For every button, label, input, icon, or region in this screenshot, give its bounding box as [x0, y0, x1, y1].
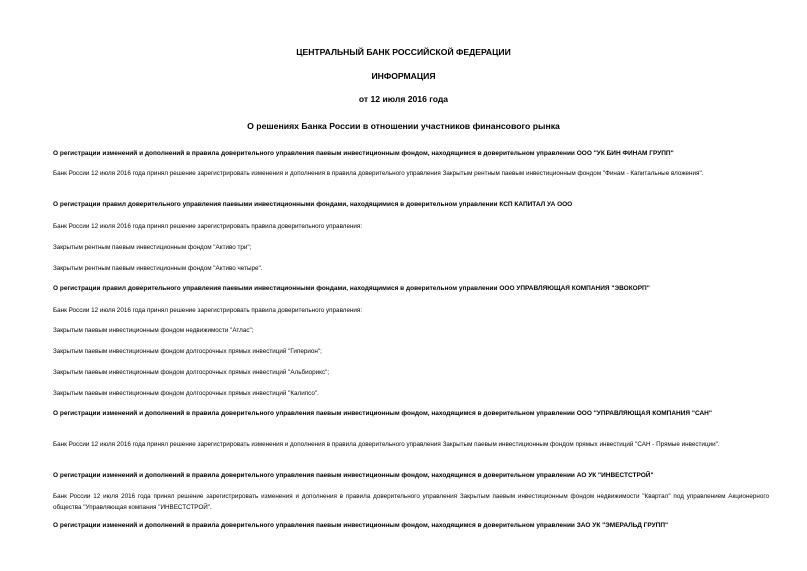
section-1-heading: О регистрации изменений и дополнений в правила доверительного управления паевым инвестиционным фондом, находящимся в доверительном управлении ООО "УК БИН ФИНАМ ГРУПП": [53, 150, 674, 157]
document-date: от 12 июля 2016 года: [358, 94, 449, 104]
section-1-text: Банк России 12 июля 2016 года принял решение зарегистрировать изменения и дополнения в правила доверительного управления Закрытым рентным паевым инвестиционным фондом "Финам - Капитальные вложения".: [53, 170, 704, 177]
section-3-item-2: Закрытым паевым инвестиционным фондом долгосрочных прямых инвестиций "Гиперион";: [53, 348, 322, 355]
section-4-heading: О регистрации изменений и дополнений в правила доверительного управления паевым инвестиционным фондом, находящимся в доверительном управлении ООО "УПРАВЛЯЮЩАЯ КОМПАНИЯ "САН": [53, 410, 712, 417]
section-3-item-4: Закрытым паевым инвестиционным фондом долгосрочных прямых инвестиций "Калипсо".: [53, 390, 319, 397]
section-3-heading: О регистрации правил доверительного управления паевыми инвестиционными фондами, находящимися в доверительном управлении ООО УПРАВЛЯЮЩАЯ КОМПАНИЯ "ЭВОКОРП": [53, 285, 650, 292]
document-type: ИНФОРМАЦИЯ: [371, 71, 436, 81]
section-5-text: Банк России 12 июля 2016 года принял решение зарегистрировать изменения и дополнения в правила доверительного управления Закрытым паевым инвестиционным фондом недвижимости "Квартал" под управлением Акционерного общества "Управляющая компания "ИНВЕСТСТРОЙ".: [53, 493, 769, 511]
section-3-item-1: Закрытым паевым инвестиционным фондом недвижимости "Атлас";: [53, 327, 254, 334]
section-3-intro: Банк России 12 июля 2016 года принял решение зарегистрировать правила доверительного управления:: [53, 307, 363, 314]
document-title: О решениях Банка России в отношении участников финансового рынка: [247, 121, 560, 131]
section-6-heading: О регистрации изменений и дополнений в правила доверительного управления паевым инвестиционным фондом, находящимся в доверительном управлении ЗАО УК "ЭМЕРАЛЬД ГРУПП": [53, 522, 669, 529]
issuer-org: ЦЕНТРАЛЬНЫЙ БАНК РОССИЙСКОЙ ФЕДЕРАЦИИ: [296, 47, 511, 57]
section-2-item-2: Закрытым рентным паевым инвестиционным фондом "Активо четыре".: [53, 265, 263, 272]
section-4-text: Банк России 12 июля 2016 года принял решение зарегистрировать изменения и дополнения в правила доверительного управления Закрытым паевым инвестиционным фондом прямых инвестиций "САН - Прямые инвестиции".: [53, 441, 720, 448]
section-2-item-1: Закрытым рентным паевым инвестиционным фондом "Активо три";: [53, 244, 252, 251]
section-3-item-3: Закрытым паевым инвестиционным фондом долгосрочных прямых инвестиций "Альбиорикс";: [53, 369, 330, 376]
section-5-heading: О регистрации изменений и дополнений в правила доверительного управления паевым инвестиционным фондом, находящимся в доверительном управлении АО УК "ИНВЕСТСТРОЙ": [53, 472, 654, 479]
section-2-intro: Банк России 12 июля 2016 года принял решение зарегистрировать правила доверительного управления:: [53, 223, 363, 230]
section-2-heading: О регистрации правил доверительного управления паевыми инвестиционными фондами, находящимися в доверительном управлении КСП КАПИТАЛ УА ООО: [53, 201, 573, 208]
